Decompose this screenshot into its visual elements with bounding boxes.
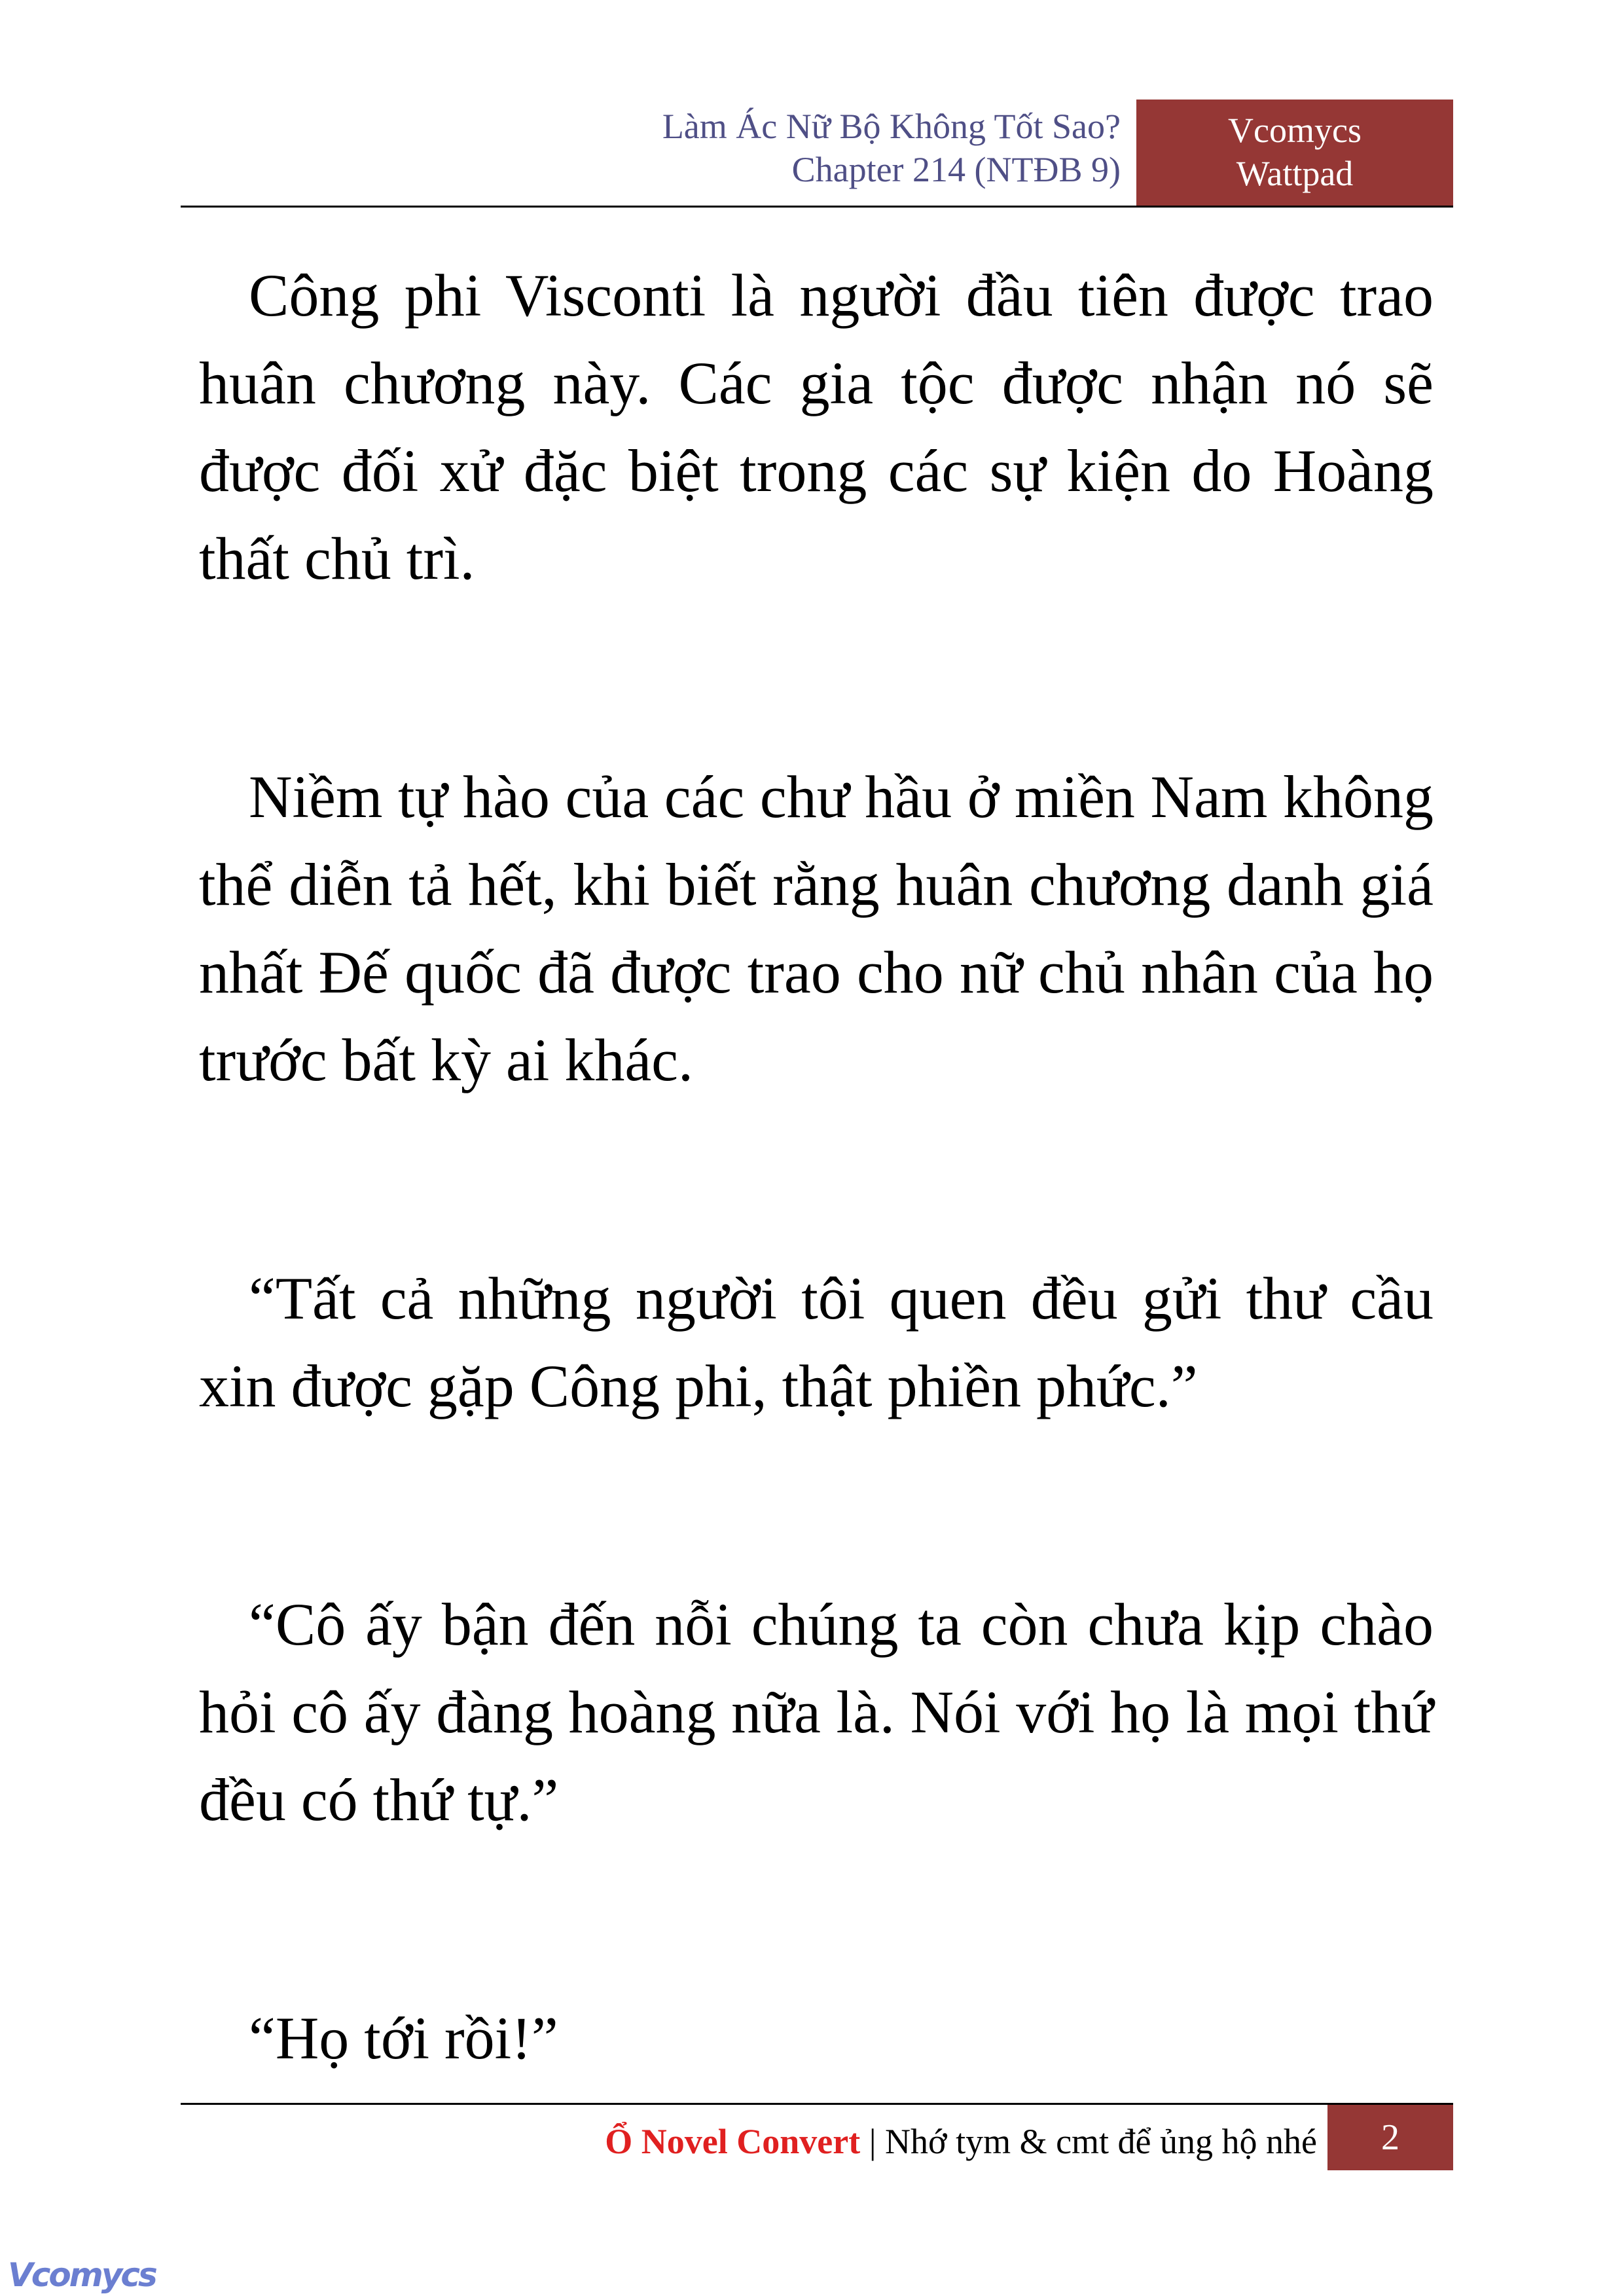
page-number: 2 (1327, 2105, 1453, 2170)
chapter-label: Chapter 214 (NTĐB 9) (791, 150, 1121, 189)
running-header (178, 105, 1121, 191)
paragraph-3: “Tất cả những người tôi quen đều gửi thư cầu xin được gặp Công phi, thật phiền phức.” (199, 1265, 1434, 1419)
header-divider (181, 206, 1453, 208)
header-source-line2: Wattpad (1236, 154, 1354, 193)
header-source-box (1136, 100, 1453, 206)
header-source-line1: Vcomycs (1228, 111, 1362, 150)
page-body (199, 251, 1434, 2232)
footer-separator: | (860, 2122, 886, 2161)
footer-divider (181, 2103, 1453, 2105)
book-title: Làm Ác Nữ Bộ Không Tốt Sao? (662, 107, 1121, 146)
paragraph-2: Niềm tự hào của các chư hầu ở miền Nam không thể diễn tả hết, khi biết rằng huân chương danh giá nhất Đế quốc đã được trao cho nữ chủ nhân của họ trước bất kỳ ai khác. (199, 763, 1434, 1093)
paragraph-5: “Họ tới rồi!” (249, 2005, 558, 2071)
watermark-logo: Vcomycs (8, 2256, 156, 2294)
footer-message: Nhớ tym & cmt để ủng hộ nhé (885, 2122, 1317, 2161)
paragraph-1: Công phi Visconti là người đầu tiên được trao huân chương này. Các gia tộc được nhận nó sẽ được đối xử đặc biệt trong các sự kiện do Hoàng thất chủ trì. (199, 262, 1434, 592)
running-footer (178, 2112, 1317, 2171)
footer-brand: Ổ Novel Convert (605, 2122, 861, 2161)
paragraph-4: “Cô ấy bận đến nỗi chúng ta còn chưa kịp chào hỏi cô ấy đàng hoàng nữa là. Nói với họ là mọi thứ đều có thứ tự.” (199, 1591, 1434, 1833)
